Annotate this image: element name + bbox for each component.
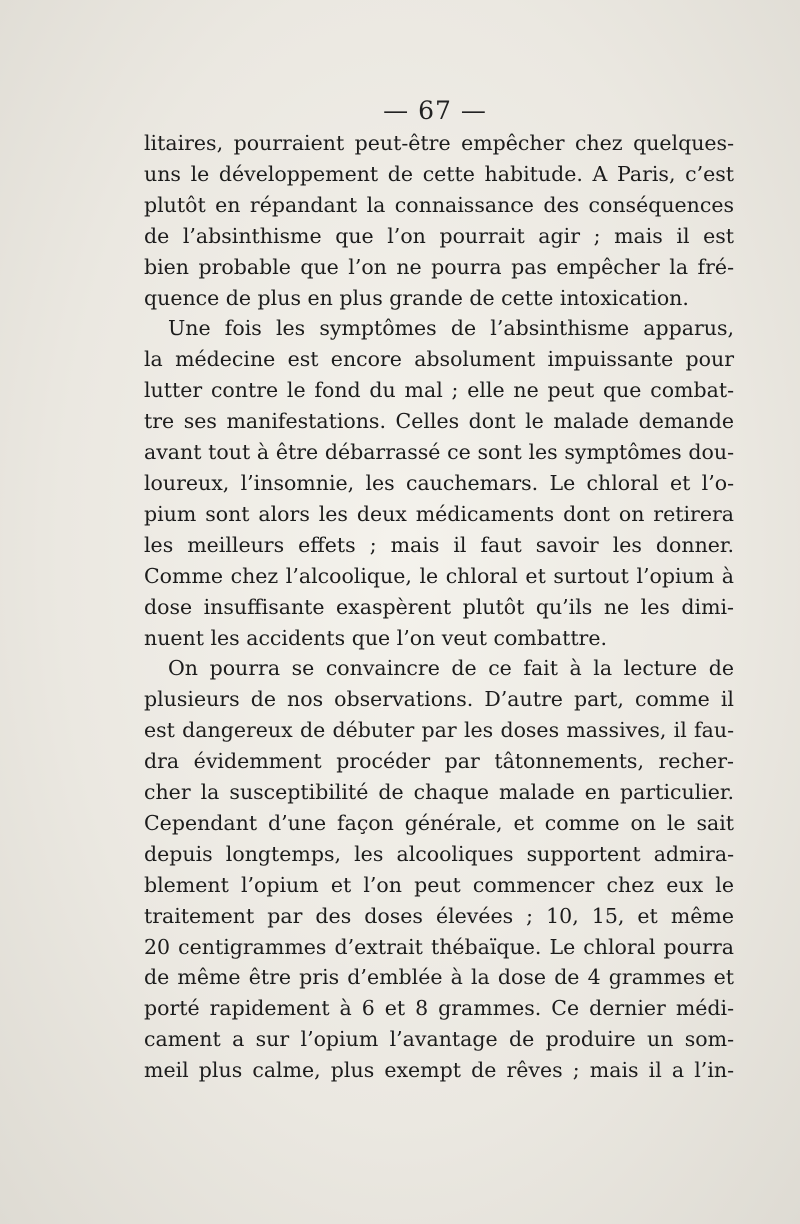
text-line: est dangereux de débuter par les doses massives, il fau- [144,718,734,743]
text-line: porté rapidement à 6 et 8 grammes. Ce dernier médi- [144,996,734,1021]
text-line: uns le développement de cette habitude. A Paris, c’est [144,161,734,186]
text-line: traitement par des doses élevées ; 10, 15, et même [144,903,734,928]
text-line: dra évidemment procéder par tâtonnements, recher- [144,749,734,774]
text-line: de même être pris d’emblée à la dose de 4 grammes et [144,965,734,990]
text-line: pium sont alors les deux médicaments dont on retirera [144,501,734,526]
text-line: Une fois les symptômes de l’absinthisme apparus, [168,316,734,341]
text-line: litaires, pourraient peut-être empêcher chez quelques- [144,131,734,155]
text-line: plusieurs de nos observations. D’autre part, comme il [144,687,734,712]
text-line: la médecine est encore absolument impuissante pour [144,347,734,372]
text-line: de l’absinthisme que l’on pourrait agir ; mais il est [144,223,734,248]
text-line: loureux, l’insomnie, les cauchemars. Le chloral et l’o- [144,470,734,495]
text-line: Cependant d’une façon générale, et comme on le sait [144,810,734,835]
text-line: cher la susceptibilité de chaque malade en particulier. [144,780,734,805]
text-line: meil plus calme, plus exempt de rêves ; mais il a l’in- [144,1058,734,1083]
text-line: dose insuffisante exaspèrent plutôt qu’ils ne les dimi- [144,594,734,619]
text-line: 20 centigrammes d’extrait thébaïque. Le chloral pourra [144,934,734,959]
text-line: quence de plus en plus grande de cette intoxication. [144,285,689,310]
text-line: bien probable que l’on ne pourra pas empêcher la fré- [144,254,734,279]
text-line: Comme chez l’alcoolique, le chloral et surtout l’opium à [144,563,734,588]
page-number: — 67 — [383,96,487,125]
text-line: blement l’opium et l’on peut commencer chez eux le [144,872,734,897]
text-line: depuis longtemps, les alcooliques supportent admira- [144,841,734,866]
text-line: tre ses manifestations. Celles dont le malade demande [144,409,734,434]
text-line: nuent les accidents que l’on veut combattre. [144,625,608,650]
body-text [144,128,734,1086]
text-line: les meilleurs effets ; mais il faut savoir les donner. [144,532,734,557]
text-line: lutter contre le fond du mal ; elle ne peut que combat- [144,378,734,403]
text-line: plutôt en répandant la connaissance des conséquences [144,192,734,217]
text-line: cament a sur l’opium l’avantage de produire un som- [144,1027,734,1052]
text-line: On pourra se convaincre de ce fait à la lecture de [168,656,734,681]
text-line: avant tout à être débarrassé ce sont les symptômes dou- [144,440,734,465]
